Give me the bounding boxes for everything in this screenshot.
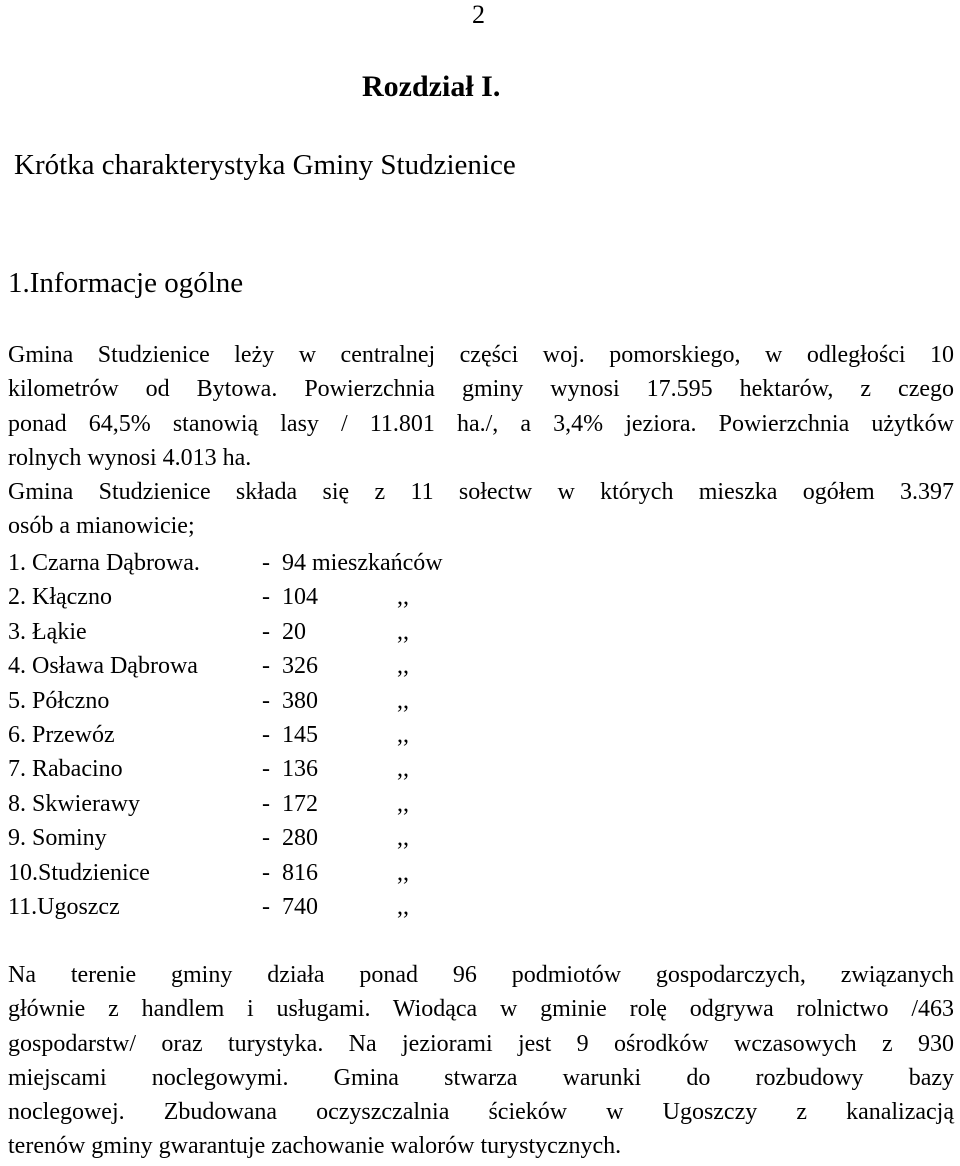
- ditto-mark: ,,: [397, 653, 409, 680]
- village-count: 816: [282, 859, 318, 886]
- intro-line: ponad 64,5% stanowią lasy / 11.801 ha./, a 3,4% jeziora. Powierzchnia użytków: [8, 410, 954, 437]
- intro-line: kilometrów od Bytowa. Powierzchnia gminy wynosi 17.595 hektarów, z czego: [8, 376, 954, 403]
- closing-line: terenów gminy gwarantuje zachowanie walorów turystycznych.: [8, 1133, 622, 1160]
- intro-line: osób a mianowicie;: [8, 513, 195, 540]
- village-dash: -: [262, 825, 270, 852]
- village-dash: -: [262, 859, 270, 886]
- village-count: 280: [282, 825, 318, 852]
- village-dash: -: [262, 756, 270, 783]
- village-dash: -: [262, 790, 270, 817]
- intro-paragraph: [8, 338, 954, 544]
- closing-line: Na terenie gminy działa ponad 96 podmiotów gospodarczych, związanych: [8, 962, 954, 988]
- ditto-mark: ,,: [397, 584, 409, 611]
- ditto-mark: ,,: [397, 756, 409, 783]
- village-count: 380: [282, 687, 318, 714]
- village-count: 94 mieszkańców: [282, 550, 443, 576]
- village-count: 172: [282, 790, 318, 817]
- village-dash: -: [262, 550, 270, 576]
- village-dash: -: [262, 894, 270, 920]
- closing-paragraph: [8, 958, 954, 1164]
- page-number: 2: [472, 0, 485, 29]
- section-title: 1.Informacje ogólne: [8, 267, 244, 299]
- village-name: 4. Osława Dąbrowa: [8, 653, 198, 680]
- village-dash: -: [262, 687, 270, 714]
- village-count: 145: [282, 722, 318, 748]
- village-dash: -: [262, 722, 270, 748]
- village-name: 2. Kłączno: [8, 584, 112, 611]
- ditto-mark: ,,: [397, 722, 409, 748]
- ditto-mark: ,,: [397, 894, 409, 920]
- village-name: 5. Półczno: [8, 687, 110, 714]
- ditto-mark: ,,: [397, 687, 409, 714]
- village-count: 326: [282, 653, 318, 680]
- closing-line: miejscami noclegowymi. Gmina stwarza warunki do rozbudowy bazy: [8, 1064, 954, 1091]
- village-count: 136: [282, 756, 318, 783]
- village-count: 20: [282, 618, 306, 645]
- ditto-mark: ,,: [397, 790, 409, 817]
- village-name: 7. Rabacino: [8, 756, 123, 783]
- village-dash: -: [262, 584, 270, 611]
- village-count: 104: [282, 584, 318, 611]
- chapter-subtitle: Krótka charakterystyka Gminy Studzienice: [14, 149, 516, 181]
- ditto-mark: ,,: [397, 859, 409, 886]
- village-name: 6. Przewóz: [8, 722, 115, 748]
- village-name: 10.Studzienice: [8, 859, 150, 886]
- ditto-mark: ,,: [397, 618, 409, 645]
- village-name: 9. Sominy: [8, 825, 107, 852]
- closing-line: głównie z handlem i usługami. Wiodąca w gminie rolę odgrywa rolnictwo /463: [8, 996, 954, 1023]
- village-dash: -: [262, 653, 270, 680]
- ditto-mark: ,,: [397, 825, 409, 852]
- intro-line: Gmina Studzienice leży w centralnej części woj. pomorskiego, w odległości 10: [8, 342, 954, 368]
- village-name: 1. Czarna Dąbrowa.: [8, 550, 200, 576]
- village-count: 740: [282, 894, 318, 920]
- village-name: 8. Skwierawy: [8, 790, 140, 817]
- closing-line: noclegowej. Zbudowana oczyszczalnia ścieków w Ugoszczy z kanalizacją: [8, 1099, 954, 1126]
- intro-line: Gmina Studzienice składa się z 11 sołectw w których mieszka ogółem 3.397: [8, 479, 954, 506]
- chapter-title: Rozdział I.: [362, 70, 501, 103]
- village-dash: -: [262, 618, 270, 645]
- village-name: 11.Ugoszcz: [8, 894, 120, 920]
- village-name: 3. Łąkie: [8, 618, 87, 645]
- closing-line: gospodarstw/ oraz turystyka. Na jeziorami jest 9 ośrodków wczasowych z 930: [8, 1030, 954, 1057]
- intro-line: rolnych wynosi 4.013 ha.: [8, 444, 252, 471]
